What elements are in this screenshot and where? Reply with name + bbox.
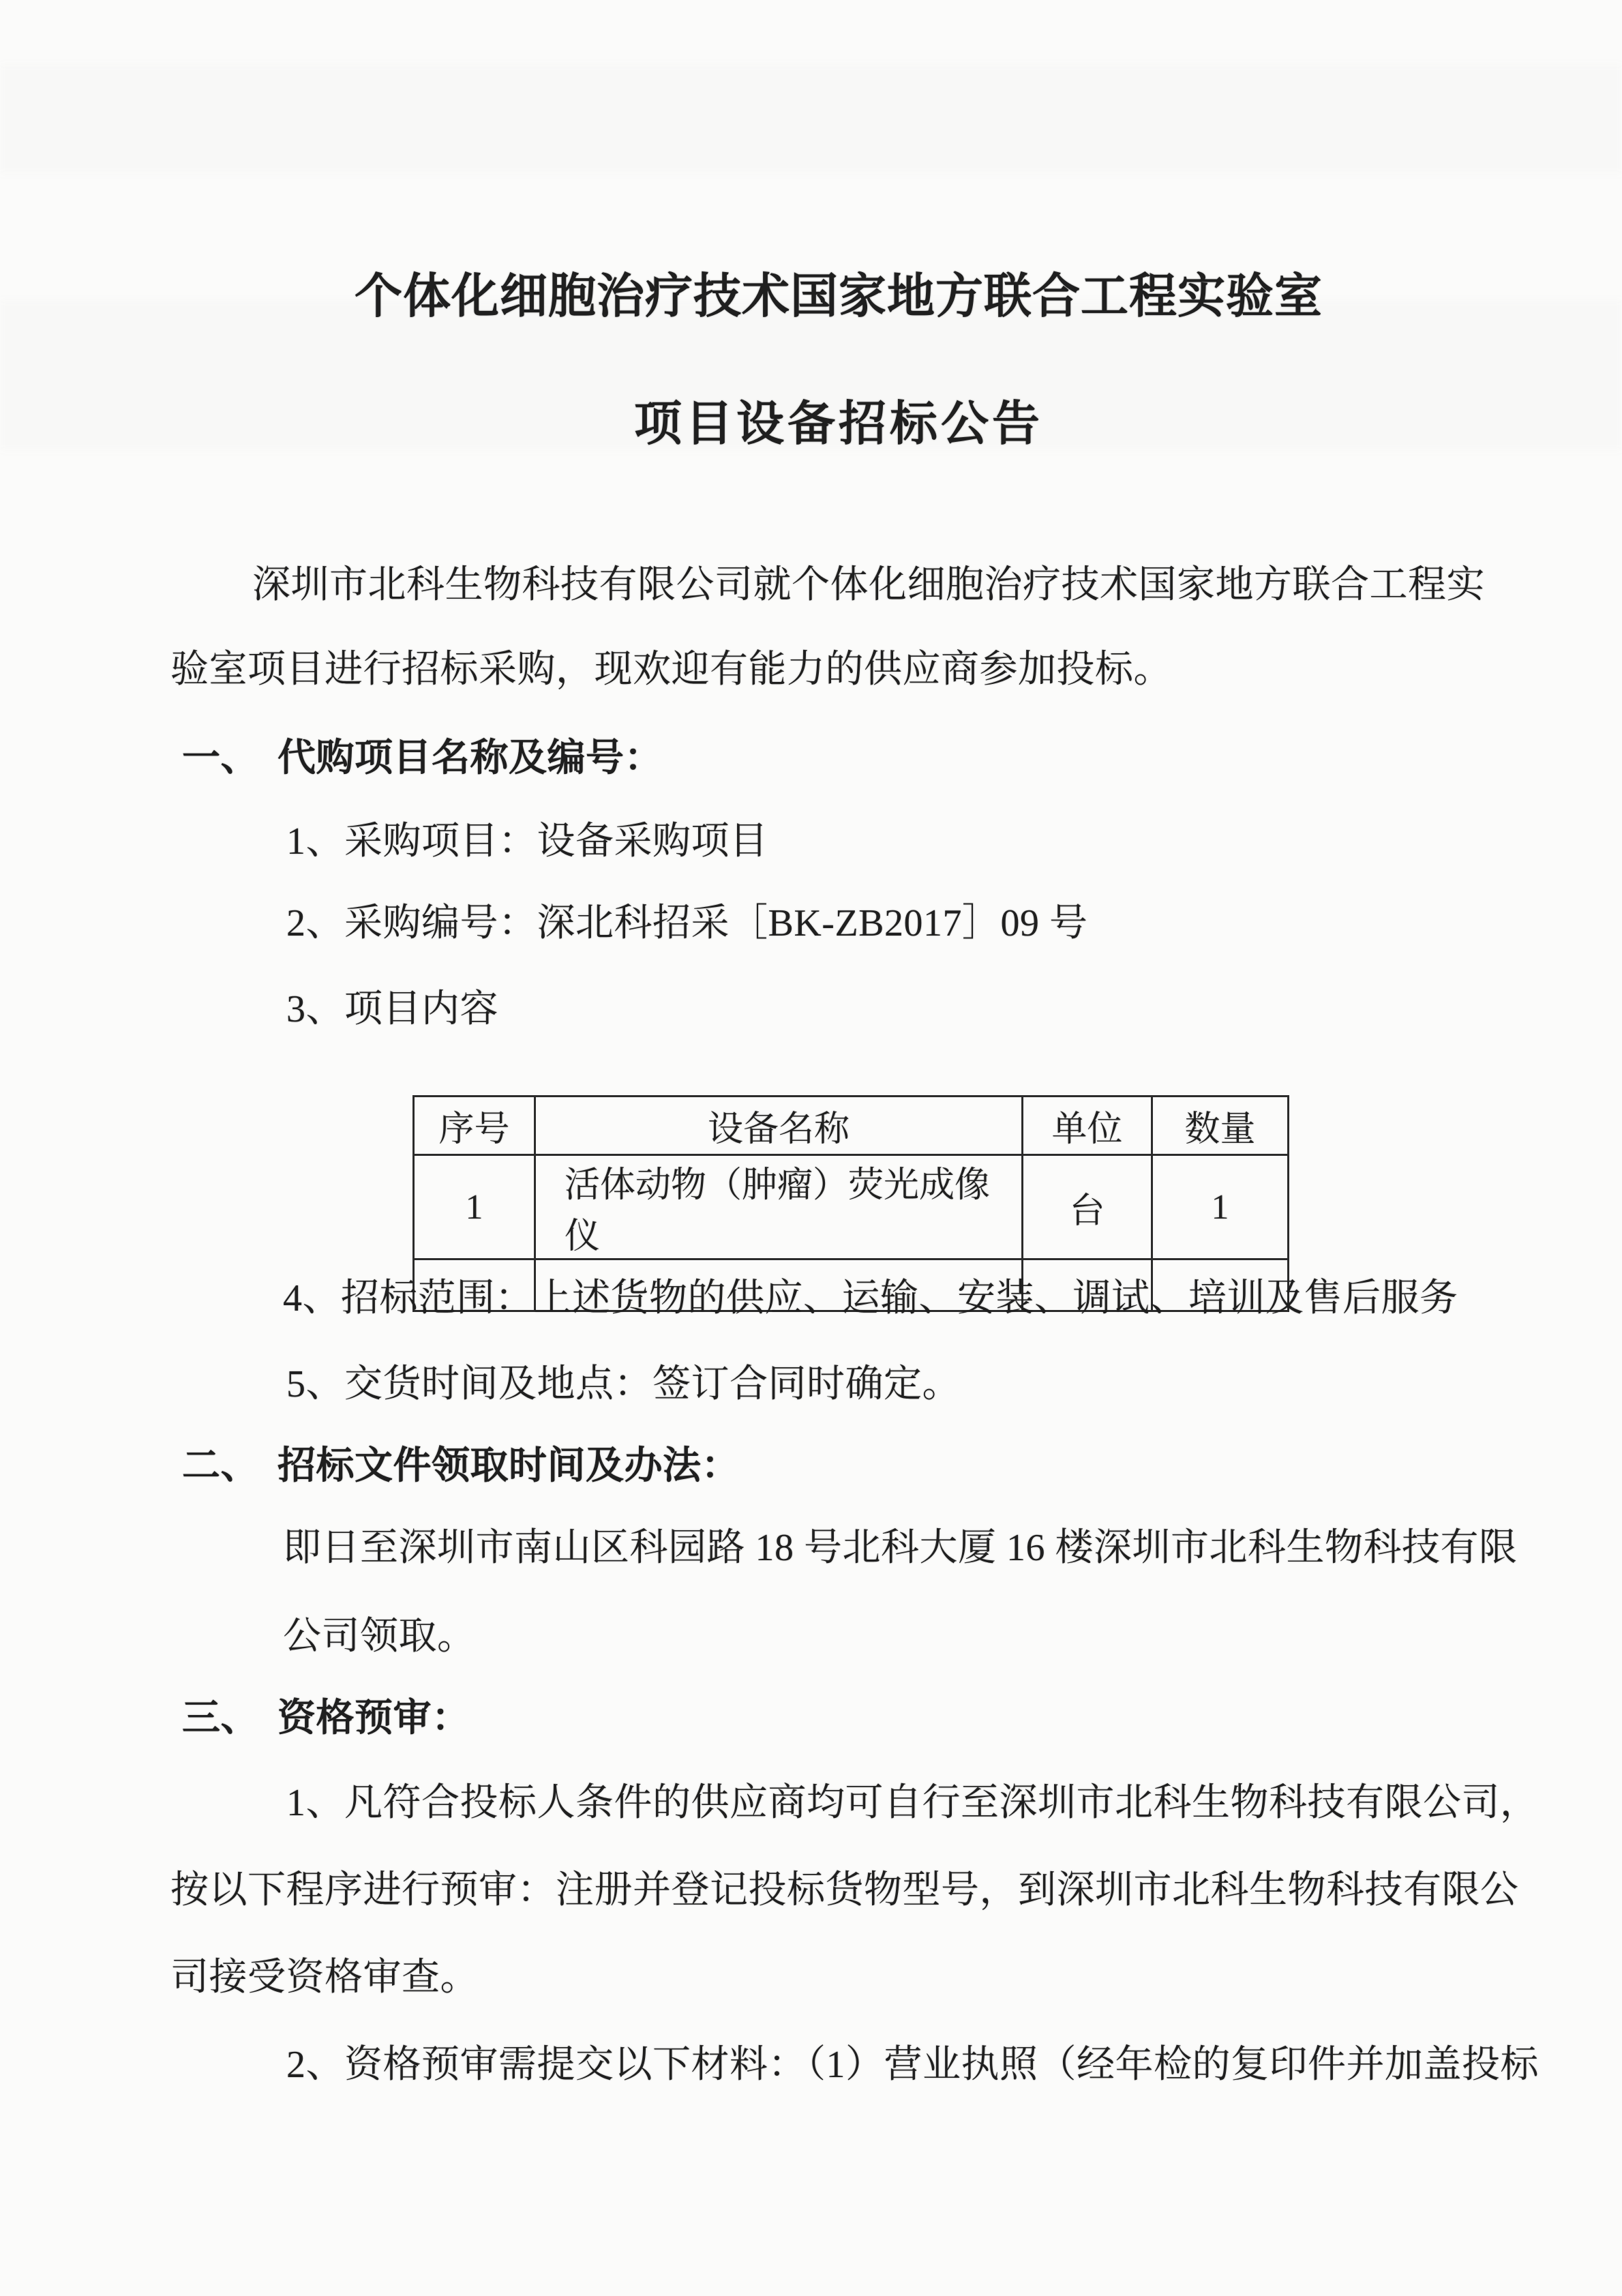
- doc-title-line-1: 个体化细胞治疗技术国家地方联合工程实验室: [355, 271, 1323, 323]
- section-2-number: 二、: [182, 1445, 259, 1487]
- table-header-equipment-name: 设备名称: [535, 1097, 1023, 1155]
- section-1-item-2: 2、采购编号：深北科招采［BK-ZB2017］09 号: [286, 902, 1088, 944]
- section-3-title: 资格预审：: [277, 1697, 470, 1740]
- doc-title-line-2: 项目设备招标公告: [634, 398, 1043, 451]
- section-2-line-1: 即日至深圳市南山区科园路 18 号北科大厦 16 楼深圳市北科生物科技有限: [283, 1527, 1518, 1569]
- table-cell-quantity: 1: [1152, 1155, 1289, 1259]
- section-2-line-2: 公司领取。: [283, 1615, 476, 1658]
- section-2-title: 招标文件领取时间及办法：: [277, 1445, 740, 1487]
- table-cell-unit: 台: [1023, 1155, 1152, 1259]
- intro-line-2: 验室项目进行招标采购，现欢迎有能力的供应商参加投标。: [170, 648, 1172, 691]
- table-header-serial: 序号: [414, 1097, 535, 1155]
- section-3-heading: [182, 1697, 470, 1740]
- section-3-line-2: 按以下程序进行预审：注册并登记投标货物型号，到深圳市北科生物科技有限公: [170, 1869, 1519, 1911]
- section-1-number: 一、: [182, 737, 259, 779]
- section-3-line-3: 司接受资格审查。: [170, 1956, 479, 1999]
- section-1-item-4: 4、招标范围：上述货物的供应、运输、安装、调试、培训及售后服务: [283, 1277, 1458, 1320]
- scan-noise-band-top: [0, 65, 1622, 174]
- section-2-heading: [182, 1444, 740, 1488]
- table-row-1: [414, 1155, 1289, 1259]
- section-3-line-4: 2、资格预审需提交以下材料：（1）营业执照（经年检的复印件并加盖投标: [286, 2044, 1539, 2086]
- section-1-item-5: 5、交货时间及地点：签订合同时确定。: [286, 1363, 961, 1405]
- table-cell-serial: 1: [414, 1155, 535, 1259]
- section-1-title: 代购项目名称及编号：: [277, 737, 663, 779]
- table-header-row: [414, 1097, 1289, 1155]
- table-cell-equipment-name: 活体动物（肿瘤）荧光成像仪: [535, 1155, 1023, 1259]
- section-3-number: 三、: [182, 1697, 259, 1740]
- table-header-quantity: 数量: [1152, 1097, 1289, 1155]
- intro-line-1: 深圳市北科生物科技有限公司就个体化细胞治疗技术国家地方联合工程实: [252, 564, 1485, 606]
- section-1-heading: [182, 736, 663, 780]
- section-1-item-3: 3、项目内容: [286, 988, 498, 1030]
- table-header-unit: 单位: [1023, 1097, 1152, 1155]
- section-1-item-1: 1、采购项目：设备采购项目: [286, 820, 768, 863]
- section-3-line-1: 1、凡符合投标人条件的供应商均可自行至深圳市北科生物科技有限公司，: [286, 1782, 1539, 1824]
